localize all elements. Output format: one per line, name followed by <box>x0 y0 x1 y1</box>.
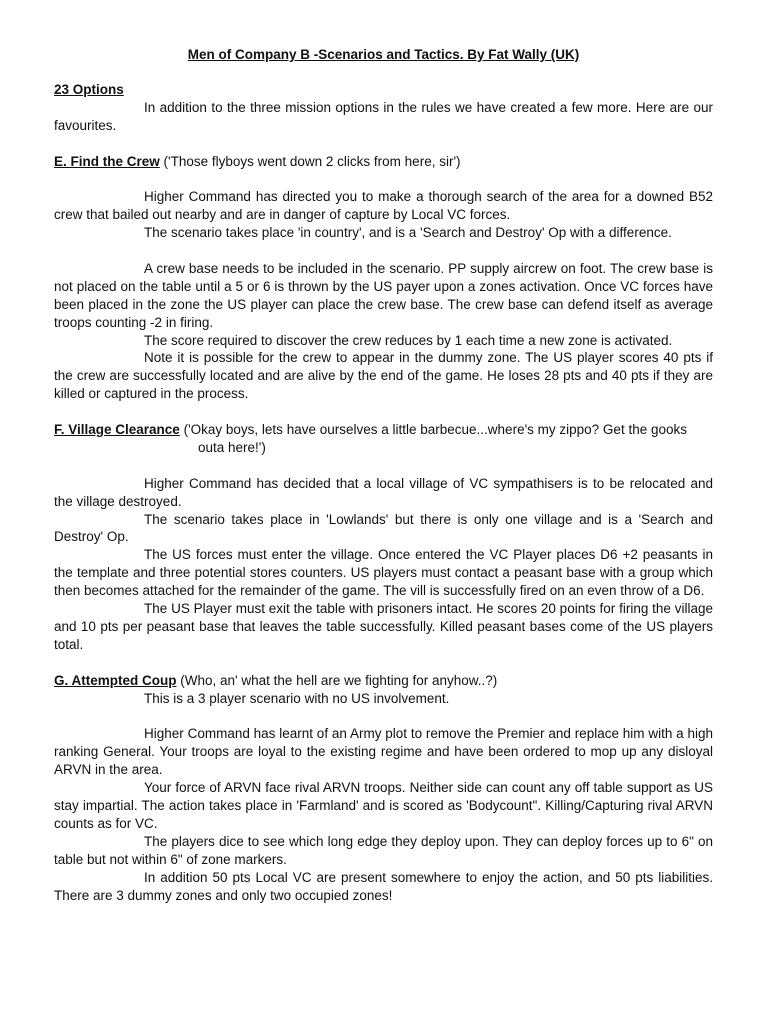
section-f-paragraph: The US forces must enter the village. Once entered the VC Player places D6 +2 peasants in the template and three potential stores counters. US players must contact a peasant base with a group which then becomes attached for the remainder of the game. The vill is successfully fired on an even throw of a D6. <box>54 547 713 599</box>
section-g-paragraph: The players dice to see which long edge they deploy upon. They can deploy forces up to 6" on table but not within 6" of zone markers. <box>54 833 713 867</box>
section-f-paragraph: Higher Command has decided that a local village of VC sympathisers is to be relocated and the village destroyed. <box>54 475 713 509</box>
section-e-paragraph: The score required to discover the crew reduces by 1 each time a new zone is activated. <box>144 332 673 348</box>
section-g-paragraph: Higher Command has learnt of an Army plot to remove the Premier and replace him with a high ranking General. Your troops are loyal to the existing regime and have been ordered to mop up any disloyal ARVN in the area. <box>54 726 713 778</box>
section-f-heading-line <box>54 421 713 439</box>
document-title: Men of Company B -Scenarios and Tactics. By Fat Wally (UK) <box>187 47 580 62</box>
section-e-heading-line <box>54 153 713 171</box>
section-e-subtitle: ('Those flyboys went down 2 clicks from here, sir') <box>159 153 461 169</box>
section-g-paragraph: In addition 50 pts Local VC are present somewhere to enjoy the action, and 50 pts liabilities. There are 3 dummy zones and only two occupied zones! <box>54 869 713 903</box>
document-page <box>54 46 713 904</box>
section-g-heading-line <box>54 672 713 690</box>
section-g-paragraph: Your force of ARVN face rival ARVN troops. Neither side can count any off table support as US stay impartial. The action takes place in 'Farmland' and is scored as 'Bodycount". Killing/Capturing rival ARVN counts as for VC. <box>54 780 713 831</box>
section-f-paragraph: The US Player must exit the table with prisoners intact. He scores 20 points for firing the village and 10 pts per peasant base that leaves the table successfully. Killed peasant bases come of the US players total. <box>54 601 713 652</box>
options-heading: 23 Options <box>54 81 124 97</box>
section-f-subtitle-continued: outa here!') <box>198 439 266 455</box>
section-g-paragraph: This is a 3 player scenario with no US involvement. <box>144 690 450 706</box>
section-e-paragraph: A crew base needs to be included in the scenario. PP supply aircrew on foot. The crew base is not placed on the table until a 5 or 6 is thrown by the US payer upon a zones activation. Once VC forces have been placed in the zone the US player can place the crew base. The crew base can defend itself as average troops counting -2 in firing. <box>54 260 713 330</box>
section-f-heading: F. Village Clearance <box>54 422 180 438</box>
section-e-paragraph: The scenario takes place 'in country', and is a 'Search and Destroy' Op with a difference. <box>144 225 672 241</box>
section-g-heading: G. Attempted Coup <box>54 672 177 688</box>
section-e-paragraph: Note it is possible for the crew to appear in the dummy zone. The US player scores 40 pts if the crew are successfully located and are alive by the end of the game. He loses 28 pts and 40 pts if they are killed or captured in the process. <box>54 350 713 402</box>
section-e-paragraph: Higher Command has directed you to make a thorough search of the area for a downed B52 crew that bailed out nearby and are in danger of capture by Local VC forces. <box>54 189 713 223</box>
section-f-paragraph: The scenario takes place in 'Lowlands' but there is only one village and is a 'Search and Destroy' Op. <box>54 511 713 545</box>
section-f-subtitle: ('Okay boys, lets have ourselves a little barbecue...where's my zippo? Get the gooks <box>179 422 687 438</box>
options-paragraph: In addition to the three mission options in the rules we have created a few more. Here are our favourites. <box>54 99 713 133</box>
section-g-subtitle: (Who, an' what the hell are we fighting for anyhow..?) <box>176 672 498 688</box>
section-e-heading: E. Find the Crew <box>54 153 160 169</box>
